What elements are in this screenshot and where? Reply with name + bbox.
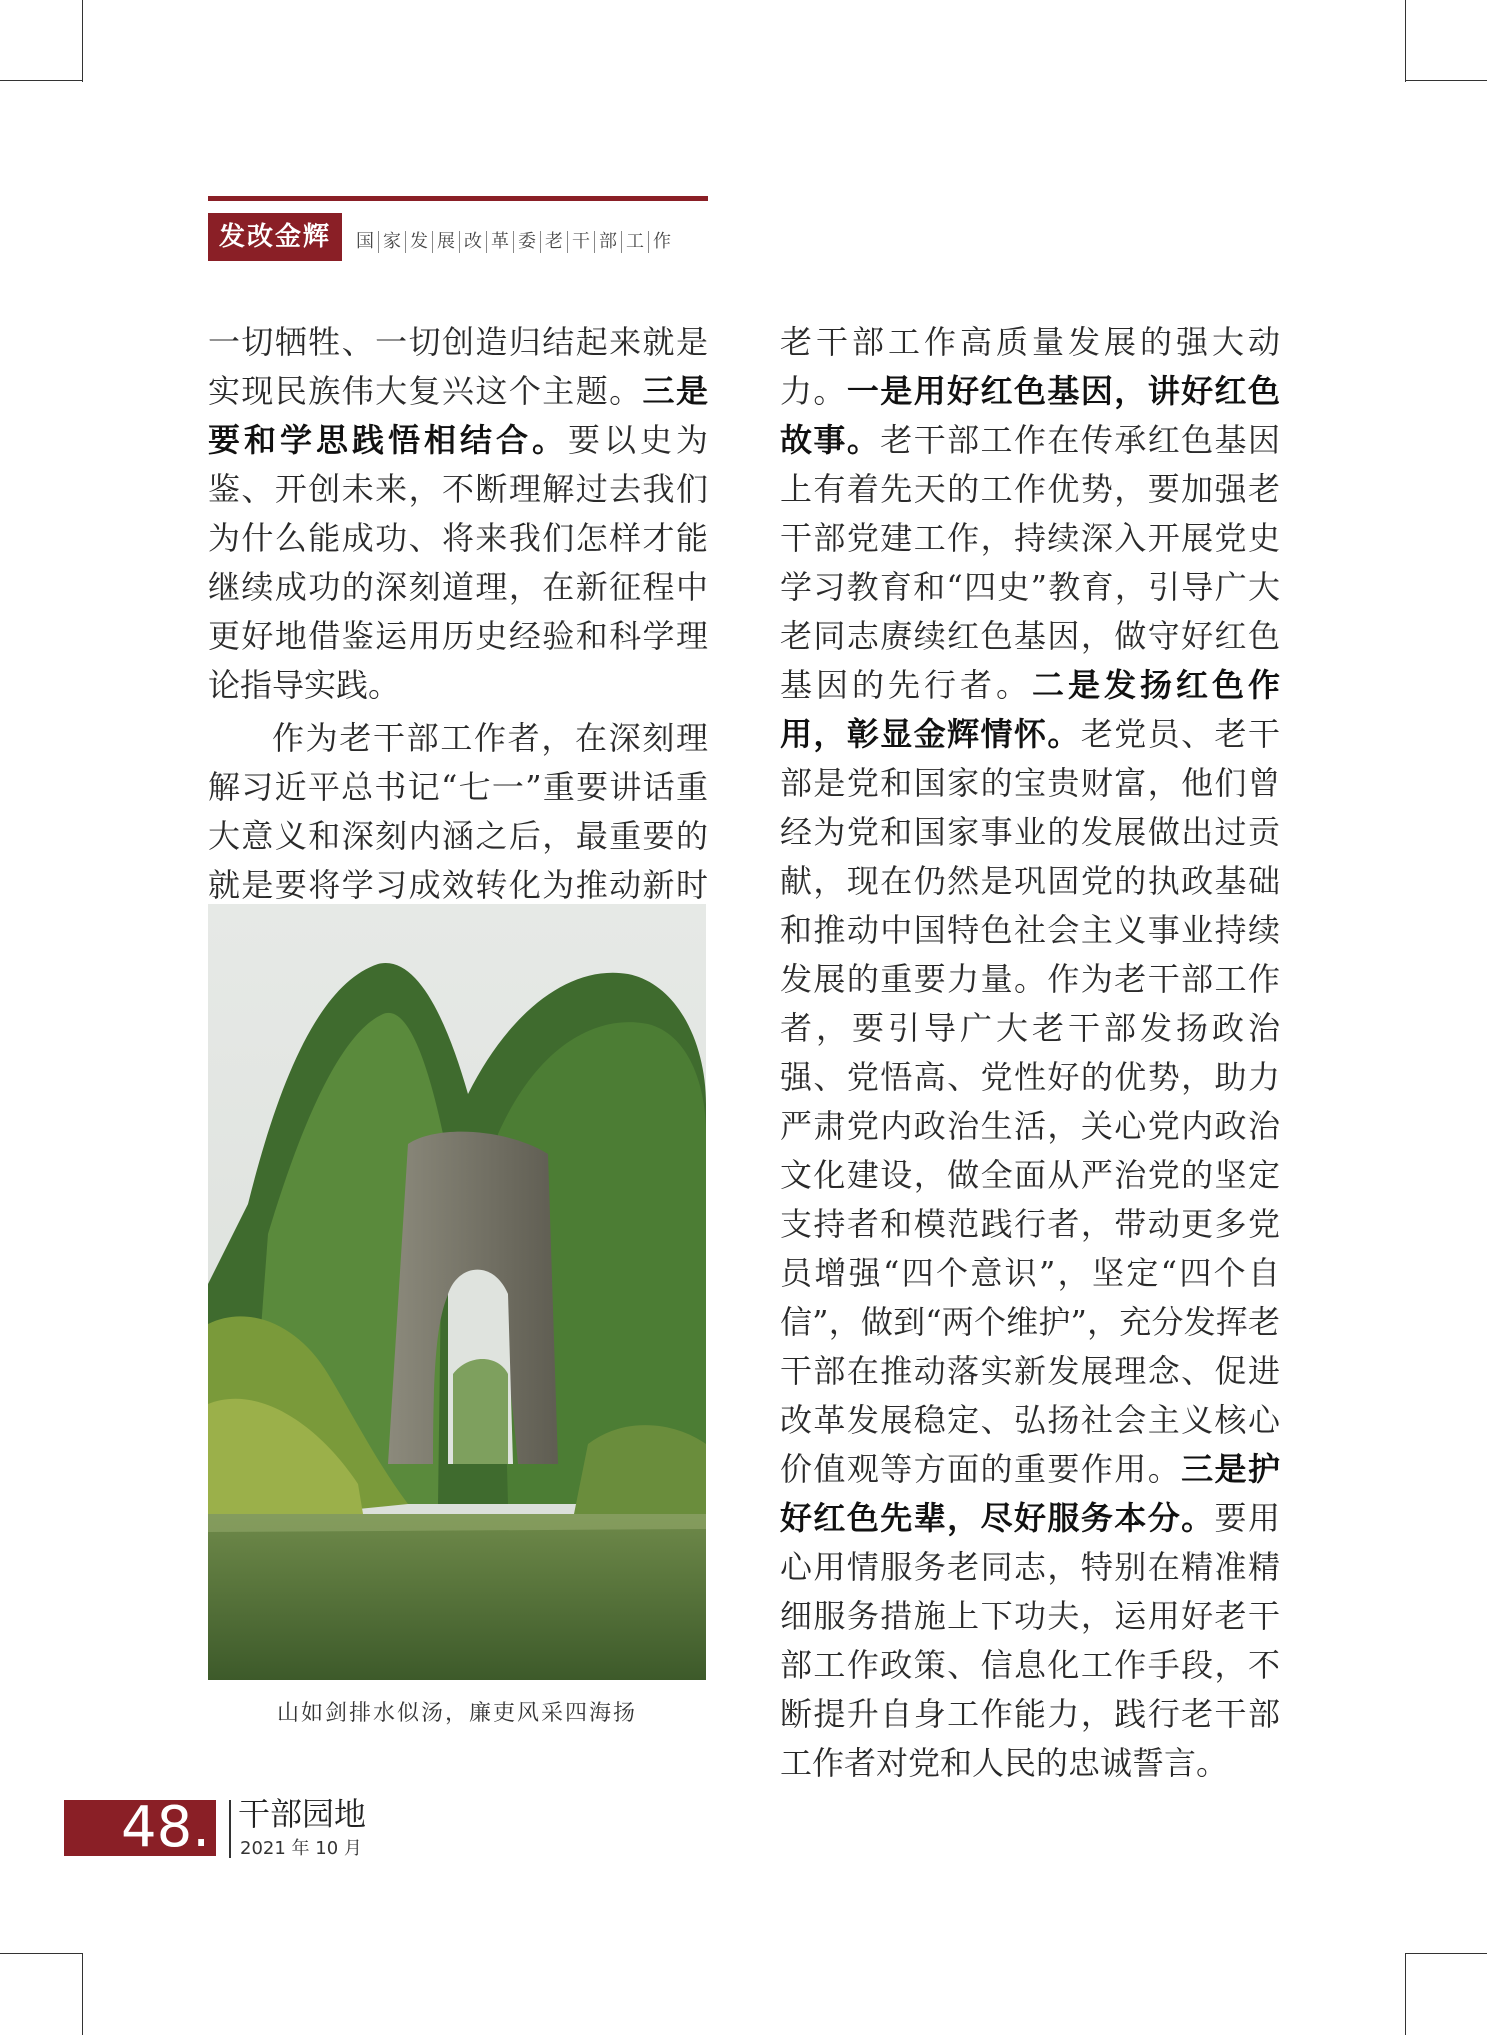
page-number-box [64, 1795, 216, 1860]
header-rule [208, 196, 708, 201]
body-text: 一切牺牲、一切创造归结起来就是实现民族伟大复兴这个主题。 [208, 323, 708, 410]
org-char: 委 [514, 231, 541, 253]
page-number: 48. [120, 1795, 210, 1860]
body-text: 老党员、老干部是党和国家的宝贵财富，他们曾经为党和国家事业的发展做出过贡献，现在仍然是巩固党的执政基础和推动中国特色社会主义事业持续发展的重要力量。作为老干部工作者，要引导广大老干部发扬政治强、党悟高、党性好的优势，助力严肃党内政治生活，关心党内政治文化建设，做全面从严治党的坚定支持者和模范践行者，带动更多党员增强“四个意识”，坚定“四个自信”，做到“两个维护”，充分发挥老干部在推动落实新发展理念、促进改革发展稳定、弘扬社会主义核心价值观等方面的重要作用。 [780, 715, 1280, 1488]
crop-mark [82, 1953, 83, 2035]
crop-mark [1405, 1953, 1406, 2035]
org-char: 展 [433, 231, 460, 253]
body-text: 老干部工作在传承红色基因上有着先天的工作优势，要加强老干部党建工作，持续深入开展党史学习教育和“四史”教育，引导广大老同志赓续红色基因，做守好红色基因的先行者。 [780, 421, 1280, 704]
body-text: 老干部工作高质量发展的强大动力。 [780, 323, 1280, 410]
crop-mark [1405, 0, 1406, 82]
magazine-title: 干部园地 [238, 1795, 367, 1833]
body-text: 要以史为鉴、开创未来，不断理解过去我们为什么能成功、将来我们怎样才能继续成功的深刻道理，在新征程中更好地借鉴运用历史经验和科学理论指导实践。 [208, 421, 708, 704]
org-char: 国 [352, 231, 379, 253]
article-column-left [208, 318, 708, 959]
org-char: 发 [406, 231, 433, 253]
article-column-right [780, 318, 1280, 1788]
body-text: 要用心用情服务老同志，特别在精准精细服务措施上下功夫，运用好老干部工作政策、信息化工作手段，不断提升自身工作能力，践行老干部工作者对党和人民的忠诚誓言。 [780, 1499, 1280, 1782]
paragraph: 作为老干部工作者，在深刻理解习近平总书记“七一”重要讲话重大意义和深刻内涵之后，最重要的就是要将学习成效转化为推动新时 [208, 719, 708, 904]
crop-mark [1405, 1953, 1487, 1954]
footer-divider [229, 1800, 231, 1858]
crop-mark [0, 1953, 82, 1954]
org-char: 家 [379, 231, 406, 253]
crop-mark [82, 0, 83, 82]
issue-date: 2021 年 10 月 [240, 1838, 362, 1859]
paragraph [780, 318, 1280, 1788]
bold-heading: 三是要和学思践悟相结合。 [208, 372, 708, 459]
bold-heading: 三是护好红色先辈，尽好服务本分。 [780, 1450, 1280, 1537]
landscape-photo [208, 904, 706, 1680]
photo-caption: 山如剑排水似汤，廉吏风采四海扬 [276, 1701, 637, 1726]
org-char: 干 [568, 231, 595, 253]
org-char: 革 [487, 231, 514, 253]
section-brand: 发改金辉 [208, 213, 342, 261]
bold-heading: 二是发扬红色作用，彰显金辉情怀。 [780, 666, 1280, 753]
paragraph [208, 318, 708, 710]
org-char: 老 [541, 231, 568, 253]
section-org-label [352, 224, 675, 260]
org-char: 作 [653, 231, 671, 252]
org-char: 部 [595, 231, 622, 253]
org-char: 工 [622, 231, 649, 253]
org-char: 改 [460, 231, 487, 253]
bold-heading: 一是用好红色基因，讲好红色故事。 [780, 372, 1280, 459]
crop-mark [0, 80, 82, 81]
crop-mark [1405, 80, 1487, 81]
